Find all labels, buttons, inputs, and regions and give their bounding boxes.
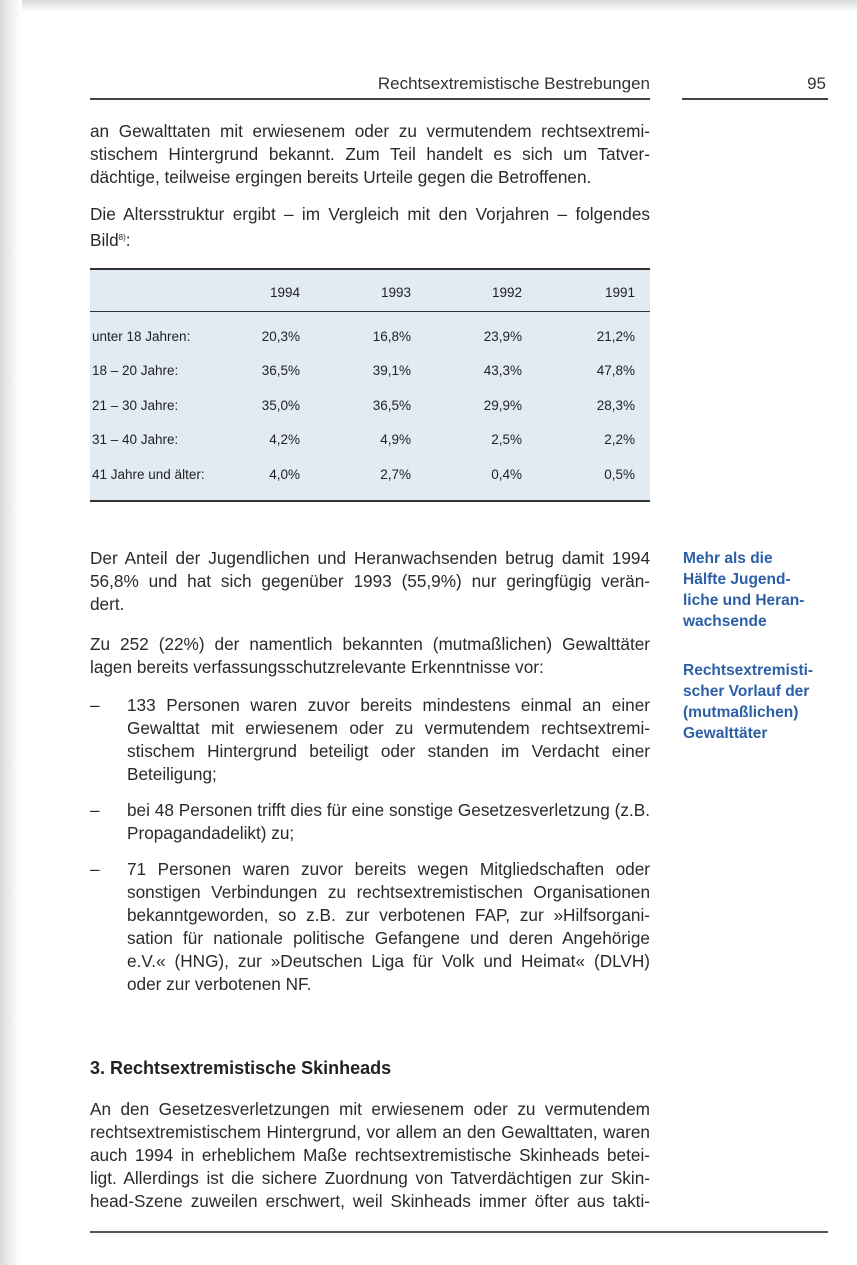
text-line: auch 1994 in erheblichem Maße rechtsextremistische Skinheads betei- bbox=[90, 1145, 650, 1165]
row-label: 21 – 30 Jahre: bbox=[92, 398, 179, 413]
row-label: 18 – 20 Jahre: bbox=[92, 363, 179, 378]
prior-findings-list bbox=[90, 694, 650, 1009]
table-cell: 43,3% bbox=[483, 363, 522, 378]
list-item bbox=[90, 694, 650, 786]
intro-paragraph bbox=[90, 120, 650, 189]
column-header: 1991 bbox=[604, 285, 635, 300]
margin-note-prior: Rechtsextremisti- scher Vorlauf der (mutmaßlichen) Gewalttäter bbox=[683, 662, 814, 742]
table-cell: 2,7% bbox=[380, 467, 411, 482]
row-label: 31 – 40 Jahre: bbox=[92, 432, 179, 447]
list-item-text: 71 Personen waren zuvor bereits wegen Mitgliedschaften oder sonstigen Verbindungen zu rechtsextremistischen Organisationen bekanntgeworden, so z.B. zur verbotenen FAP, zur »Hilfsorganisation für nationale politische Gefangene und deren Angehörige e.V.« (HNG), zur »Deutschen Liga für Volk und Heimat« (DLVH) oder zur verbotenen NF. bbox=[127, 859, 650, 994]
text-line: rechtsextremistischem Hintergrund, vor allem an den Gewalttaten, waren bbox=[90, 1122, 650, 1142]
table-bottom-rule bbox=[90, 500, 650, 502]
table-cell: 2,5% bbox=[491, 432, 522, 447]
page-top-edge bbox=[0, 0, 857, 12]
table-cell: 4,0% bbox=[269, 467, 300, 482]
table-cell: 0,4% bbox=[491, 467, 522, 482]
text-line: An den Gesetzesverletzungen mit erwiesenem oder zu vermutendem bbox=[90, 1099, 650, 1119]
table-cell: 0,5% bbox=[604, 467, 635, 482]
table-cell: 4,9% bbox=[380, 432, 411, 447]
header-rule-margin bbox=[682, 98, 828, 100]
running-header-title: Rechtsextremistische Bestrebungen bbox=[377, 74, 650, 93]
text-line: an Gewalttaten mit erwiesenem oder zu vermutendem rechtsextremi- bbox=[90, 121, 650, 141]
column-header: 1994 bbox=[269, 285, 300, 300]
list-item bbox=[90, 799, 650, 845]
footer-rule bbox=[90, 1231, 828, 1233]
age-structure-intro bbox=[90, 203, 650, 252]
text-line: Der Anteil der Jugendlichen und Heranwachsenden betrug damit 1994 bbox=[90, 548, 650, 568]
footnote-marker: 8) bbox=[118, 233, 126, 242]
list-item-text: 133 Personen waren zuvor bereits mindestens einmal an einer Gewalttat mit erwiesenem oder zu vermutendem rechtsextremistischem Hintergrund beteiligt oder standen im Verdacht einer Beteiligung; bbox=[127, 695, 650, 784]
age-structure-table bbox=[90, 268, 650, 501]
table-cell: 36,5% bbox=[372, 398, 411, 413]
table-cell: 2,2% bbox=[604, 432, 635, 447]
table-cell: 39,1% bbox=[372, 363, 411, 378]
text-line: Bild$^{8)}$: bbox=[90, 230, 131, 250]
text-line: head-Szene zuweilen erschwert, weil Skinheads immer öfter aus takti- bbox=[90, 1191, 650, 1211]
text-line: dert. bbox=[90, 594, 125, 614]
text-line: dächtige, teilweise ergingen bereits Urteile gegen die Betroffenen. bbox=[90, 167, 592, 187]
margin-note-youth: Mehr als die Hälfte Jugend- liche und Heran- wachsende bbox=[683, 550, 805, 630]
column-header: 1992 bbox=[491, 285, 522, 300]
row-label: 41 Jahre und älter: bbox=[92, 467, 205, 482]
table-cell: 20,3% bbox=[261, 329, 300, 344]
list-dash: – bbox=[90, 859, 100, 879]
table-cell: 21,2% bbox=[596, 329, 635, 344]
table-header-rule bbox=[90, 311, 650, 312]
table-cell: 16,8% bbox=[372, 329, 411, 344]
page-number: 95 bbox=[807, 74, 826, 93]
text-line: ligt. Allerdings ist die sichere Zuordnung von Tatverdächtigen zur Skin- bbox=[90, 1168, 650, 1188]
text-line: lagen bereits verfassungsschutzrelevante Erkenntnisse vor: bbox=[90, 657, 544, 677]
table-cell: 4,2% bbox=[269, 432, 300, 447]
section-paragraph bbox=[90, 1098, 650, 1213]
table-cell: 23,9% bbox=[483, 329, 522, 344]
youth-share-paragraph bbox=[90, 547, 650, 616]
table-cell: 29,9% bbox=[483, 398, 522, 413]
table-top-rule bbox=[90, 268, 650, 270]
text-line: stischem Hintergrund bekannt. Zum Teil handelt es sich um Tatver- bbox=[90, 144, 650, 164]
text-line: 56,8% und hat sich gegenüber 1993 (55,9%) nur geringfügig verän- bbox=[90, 571, 650, 591]
list-item bbox=[90, 858, 650, 996]
table-cell: 28,3% bbox=[596, 398, 635, 413]
table-cell: 47,8% bbox=[596, 363, 635, 378]
page-binding-edge bbox=[0, 0, 22, 1265]
list-dash: – bbox=[90, 695, 100, 715]
table-cell: 36,5% bbox=[261, 363, 300, 378]
row-label: unter 18 Jahren: bbox=[92, 329, 191, 344]
list-item-text: bei 48 Personen trifft dies für eine sonstige Gesetzesverletzung (z.B. Propagandadelikt) zu; bbox=[127, 800, 650, 843]
prior-findings-paragraph bbox=[90, 633, 650, 679]
text-line: Zu 252 (22%) der namentlich bekannten (mutmaßlichen) Gewalttäter bbox=[90, 634, 650, 654]
text-line: Die Altersstruktur ergibt – im Vergleich mit den Vorjahren – folgendes bbox=[90, 204, 650, 224]
section-heading: 3. Rechtsextremistische Skinheads bbox=[90, 1058, 392, 1078]
table-cell: 35,0% bbox=[261, 398, 300, 413]
column-header: 1993 bbox=[380, 285, 411, 300]
list-dash: – bbox=[90, 800, 100, 820]
header-rule bbox=[90, 98, 650, 100]
